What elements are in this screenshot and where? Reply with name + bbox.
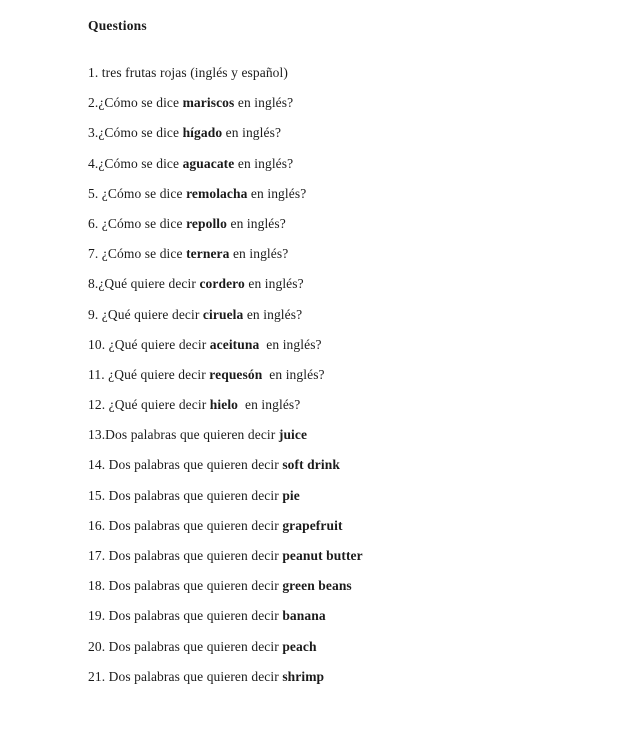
question-prefix: 12. ¿Qué quiere decir (88, 397, 210, 413)
question-item (88, 216, 600, 246)
question-suffix: en inglés? (262, 366, 325, 382)
question-keyword: repollo (186, 215, 228, 231)
question-prefix: 5. ¿Cómo se dice (88, 185, 187, 201)
question-keyword: aguacate (182, 155, 235, 171)
question-keyword: banana (282, 608, 326, 624)
question-prefix: 7. ¿Cómo se dice (88, 246, 187, 262)
question-item (88, 337, 600, 367)
question-prefix: 20. Dos palabras que quieren decir (88, 638, 283, 654)
question-item (88, 246, 600, 276)
question-keyword: remolacha (186, 185, 248, 201)
question-prefix: 13.Dos palabras que quieren decir (88, 427, 279, 443)
question-keyword: aceituna (209, 336, 260, 352)
question-item (88, 397, 600, 427)
question-item (88, 186, 600, 216)
question-suffix: en inglés? (227, 215, 286, 231)
question-suffix: en inglés? (243, 306, 303, 322)
question-item (88, 156, 600, 186)
questions-list (88, 65, 600, 699)
question-keyword: hígado (182, 125, 223, 141)
question-prefix: 3.¿Cómo se dice (88, 125, 183, 141)
page-title: Questions (88, 18, 147, 33)
question-keyword: cordero (199, 276, 245, 292)
question-keyword: soft drink (282, 457, 340, 473)
question-prefix: 18. Dos palabras que quieren decir (88, 578, 283, 594)
question-item (88, 488, 600, 518)
question-prefix: 17. Dos palabras que quieren decir (88, 548, 283, 563)
question-item (88, 125, 600, 155)
question-suffix: en inglés? (259, 336, 322, 352)
question-keyword: ciruela (202, 306, 244, 322)
question-suffix: en inglés? (238, 397, 301, 413)
question-prefix: 9. ¿Qué quiere decir (88, 306, 203, 322)
question-keyword: pie (282, 487, 300, 503)
question-keyword: juice (278, 427, 308, 443)
question-prefix: 2.¿Cómo se dice (88, 95, 183, 111)
question-item (88, 669, 600, 699)
question-prefix: 21. Dos palabras que quieren decir (88, 668, 283, 684)
question-keyword: ternera (186, 246, 230, 262)
question-item (88, 276, 600, 306)
question-item (88, 95, 600, 125)
question-suffix: en inglés? (222, 125, 282, 141)
question-keyword: mariscos (182, 95, 235, 111)
question-suffix: en inglés? (244, 276, 304, 292)
question-item (88, 548, 600, 578)
question-prefix: 16. Dos palabras que quieren decir (88, 517, 283, 533)
question-keyword: peach (282, 638, 317, 654)
question-item (88, 578, 600, 608)
question-prefix: 15. Dos palabras que quieren decir (88, 487, 283, 503)
question-item (88, 307, 600, 337)
question-item (88, 639, 600, 669)
question-keyword: grapefruit (282, 517, 343, 533)
question-prefix: 8.¿Qué quiere decir (88, 276, 200, 292)
question-keyword: peanut butter (282, 548, 363, 563)
question-item (88, 65, 600, 95)
question-suffix: en inglés? (229, 246, 289, 262)
question-keyword: shrimp (282, 668, 325, 684)
question-keyword: hielo (209, 397, 239, 413)
question-prefix: 4.¿Cómo se dice (88, 155, 183, 171)
question-item (88, 427, 600, 457)
question-prefix: 11. ¿Qué quiere decir (88, 366, 210, 382)
question-item (88, 367, 600, 397)
question-prefix: 1. tres frutas rojas (inglés y español) (88, 65, 288, 80)
question-prefix: 14. Dos palabras que quieren decir (88, 457, 283, 473)
question-prefix: 19. Dos palabras que quieren decir (88, 608, 283, 624)
question-item (88, 608, 600, 638)
question-item (88, 457, 600, 487)
question-suffix: en inglés? (247, 185, 307, 201)
question-item (88, 518, 600, 548)
question-suffix: en inglés? (234, 95, 294, 111)
question-prefix: 10. ¿Qué quiere decir (88, 336, 210, 352)
question-keyword: green beans (282, 578, 352, 594)
question-suffix: en inglés? (234, 155, 294, 171)
question-keyword: requesón (209, 366, 263, 382)
question-prefix: 6. ¿Cómo se dice (88, 215, 187, 231)
